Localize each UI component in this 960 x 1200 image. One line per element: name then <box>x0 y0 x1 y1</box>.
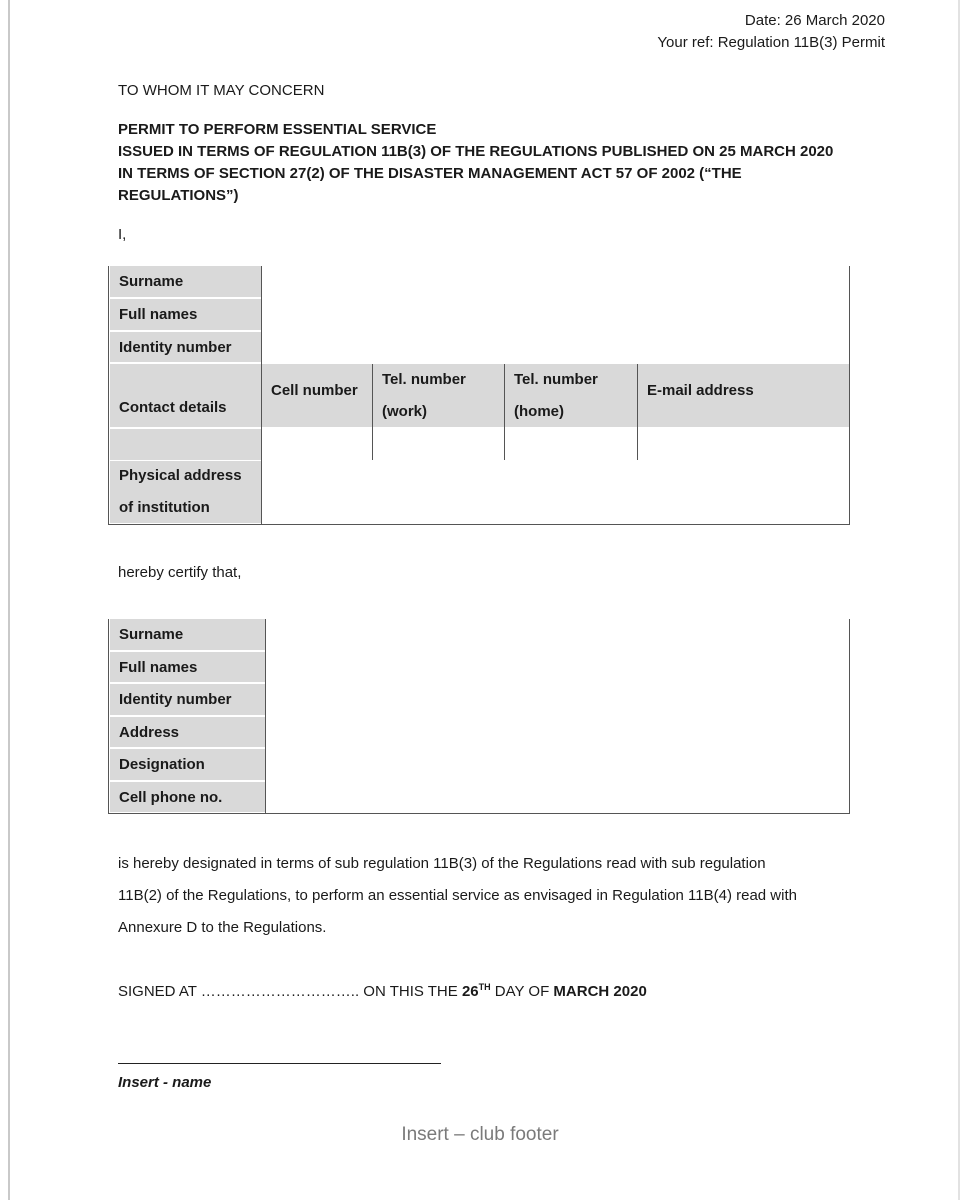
table1-label-divider <box>261 266 262 525</box>
addressee: TO WHOM IT MAY CONCERN <box>118 82 325 99</box>
tel-home-header <box>505 364 637 427</box>
permit-title <box>118 119 858 207</box>
issuer-full-names-label: Full names <box>110 299 261 330</box>
designee-address-label: Address <box>110 717 265 747</box>
physical-address-line-1: Physical address <box>119 467 242 484</box>
title-line-3: IN TERMS OF SECTION 27(2) OF THE DISASTER MANAGEMENT ACT 57 OF 2002 (“THE <box>118 165 742 182</box>
issuer-physical-address-label <box>110 461 261 523</box>
tel-work-line-2: (work) <box>382 403 427 420</box>
paragraph-line-1: is hereby designated in terms of sub regulation 11B(3) of the Regulations read with sub regulation <box>118 855 766 872</box>
club-footer: Insert – club footer <box>401 1124 559 1145</box>
table2-left-border <box>108 619 109 814</box>
title-line-4: REGULATIONS”) <box>118 187 239 204</box>
designee-cell-phone-label: Cell phone no. <box>110 782 265 812</box>
table1-right-border <box>849 266 850 525</box>
signed-at-line <box>118 982 647 1000</box>
issuer-contact-blank-label <box>110 429 261 460</box>
designee-identity-number-label: Identity number <box>110 684 265 715</box>
tel-work-line-1: Tel. number <box>382 371 466 388</box>
signed-middle: DAY OF <box>490 983 554 1000</box>
email-header <box>638 364 850 427</box>
signatory-name-placeholder: Insert - name <box>118 1074 212 1091</box>
signed-day: 26 <box>461 983 479 1000</box>
table2-right-border <box>849 619 850 814</box>
table2-bottom-border <box>108 813 850 814</box>
certify-text: hereby certify that, <box>118 564 242 581</box>
date-line: Date: 26 March 2020 <box>744 12 885 29</box>
tel-work-header <box>373 364 504 427</box>
email-text: E-mail address <box>647 382 754 399</box>
contact-details-text: Contact details <box>119 399 227 416</box>
table1-col-divider-3 <box>637 364 638 460</box>
signed-day-suffix: TH <box>478 982 491 992</box>
page-left-edge <box>8 0 10 1200</box>
intro-text: I, <box>118 226 127 243</box>
issuer-surname-label: Surname <box>110 266 261 297</box>
signed-prefix: SIGNED AT ………………………….. ON THIS THE <box>118 983 462 1000</box>
designation-paragraph <box>118 848 848 944</box>
cell-number-text: Cell number <box>271 382 358 399</box>
table1-bottom-border <box>108 524 850 525</box>
issuer-identity-number-label: Identity number <box>110 332 261 362</box>
designee-full-names-label: Full names <box>110 652 265 682</box>
issuer-contact-details-label <box>110 364 261 427</box>
paragraph-line-2: 11B(2) of the Regulations, to perform an essential service as envisaged in Regulation 11B(4) read with <box>118 887 797 904</box>
table1-left-border <box>108 266 109 525</box>
title-line-1: PERMIT TO PERFORM ESSENTIAL SERVICE <box>118 121 437 138</box>
physical-address-line-2: of institution <box>119 499 210 516</box>
signed-month-year: MARCH 2020 <box>553 983 647 1000</box>
paragraph-line-3: Annexure D to the Regulations. <box>118 919 327 936</box>
reference-line: Your ref: Regulation 11B(3) Permit <box>657 34 885 51</box>
table1-col-divider-2 <box>504 364 505 460</box>
table2-label-divider <box>265 619 266 814</box>
title-line-2: ISSUED IN TERMS OF REGULATION 11B(3) OF THE REGULATIONS PUBLISHED ON 25 MARCH 2020 <box>118 143 834 160</box>
cell-number-header <box>262 364 372 427</box>
designee-surname-label: Surname <box>110 619 265 650</box>
tel-home-line-2: (home) <box>514 403 564 420</box>
designee-designation-label: Designation <box>110 749 265 780</box>
signature-line <box>118 1063 441 1064</box>
tel-home-line-1: Tel. number <box>514 371 598 388</box>
table1-col-divider-1 <box>372 364 373 460</box>
letter-header <box>657 10 885 54</box>
